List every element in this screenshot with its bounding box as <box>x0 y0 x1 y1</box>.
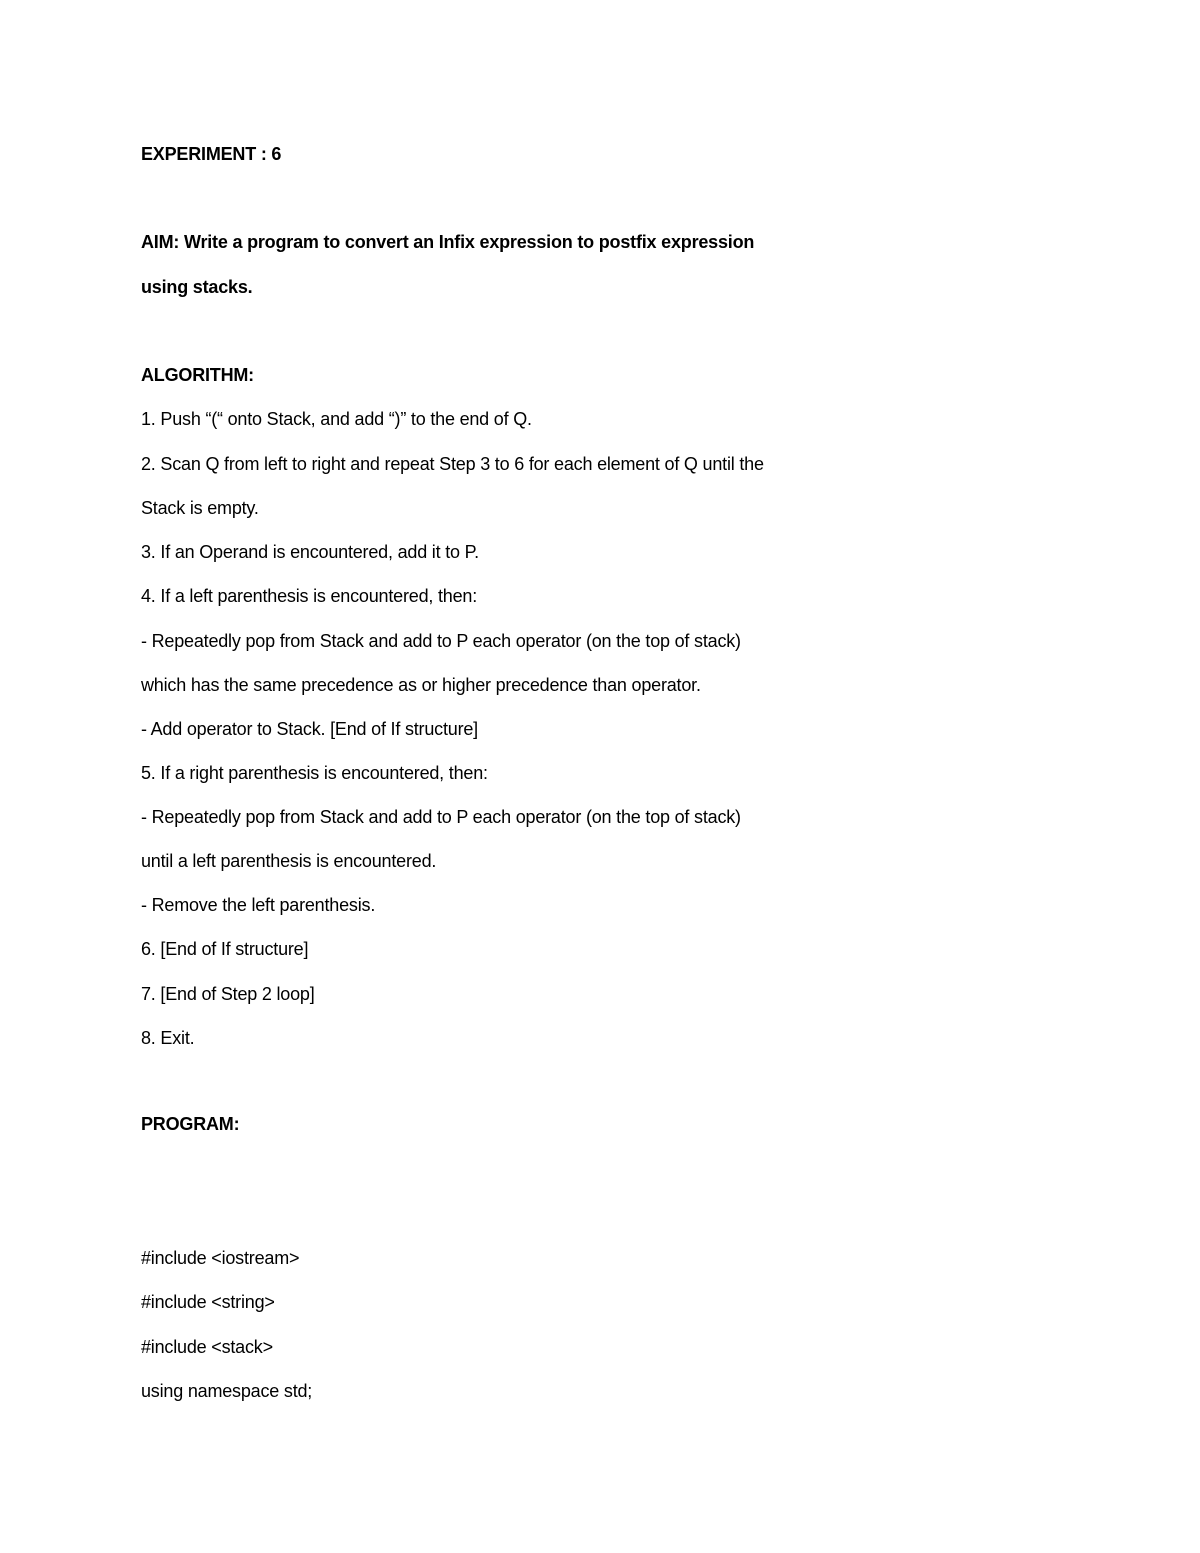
code-line: #include <stack> <box>141 1337 273 1357</box>
aim-line-2: using stacks. <box>141 277 253 297</box>
algorithm-line: which has the same precedence as or higher precedence than operator. <box>141 675 701 695</box>
algorithm-line: Stack is empty. <box>141 498 259 518</box>
algorithm-line: - Remove the left parenthesis. <box>141 895 376 915</box>
algorithm-line: 4. If a left parenthesis is encountered, then: <box>141 586 478 606</box>
code-line: #include <string> <box>141 1292 275 1312</box>
algorithm-line: 2. Scan Q from left to right and repeat Step 3 to 6 for each element of Q until the <box>141 454 764 474</box>
algorithm-line: - Repeatedly pop from Stack and add to P each operator (on the top of stack) <box>141 807 741 827</box>
algorithm-heading: ALGORITHM: <box>141 365 254 385</box>
code-line: #include <iostream> <box>141 1248 300 1268</box>
algorithm-line: 7. [End of Step 2 loop] <box>141 984 315 1004</box>
algorithm-line: 3. If an Operand is encountered, add it to P. <box>141 542 479 562</box>
algorithm-line: 1. Push “(“ onto Stack, and add “)” to the end of Q. <box>141 409 532 429</box>
algorithm-line: 6. [End of If structure] <box>141 939 309 959</box>
algorithm-line: 8. Exit. <box>141 1028 195 1048</box>
algorithm-line: - Add operator to Stack. [End of If structure] <box>141 719 478 739</box>
program-heading: PROGRAM: <box>141 1114 240 1134</box>
aim-line-1: AIM: Write a program to convert an Infix expression to postfix expression <box>141 232 755 252</box>
algorithm-line: 5. If a right parenthesis is encountered, then: <box>141 763 488 783</box>
code-line: using namespace std; <box>141 1381 313 1401</box>
experiment-title: EXPERIMENT : 6 <box>141 144 282 164</box>
algorithm-line: until a left parenthesis is encountered. <box>141 851 437 871</box>
algorithm-line: - Repeatedly pop from Stack and add to P each operator (on the top of stack) <box>141 631 741 651</box>
